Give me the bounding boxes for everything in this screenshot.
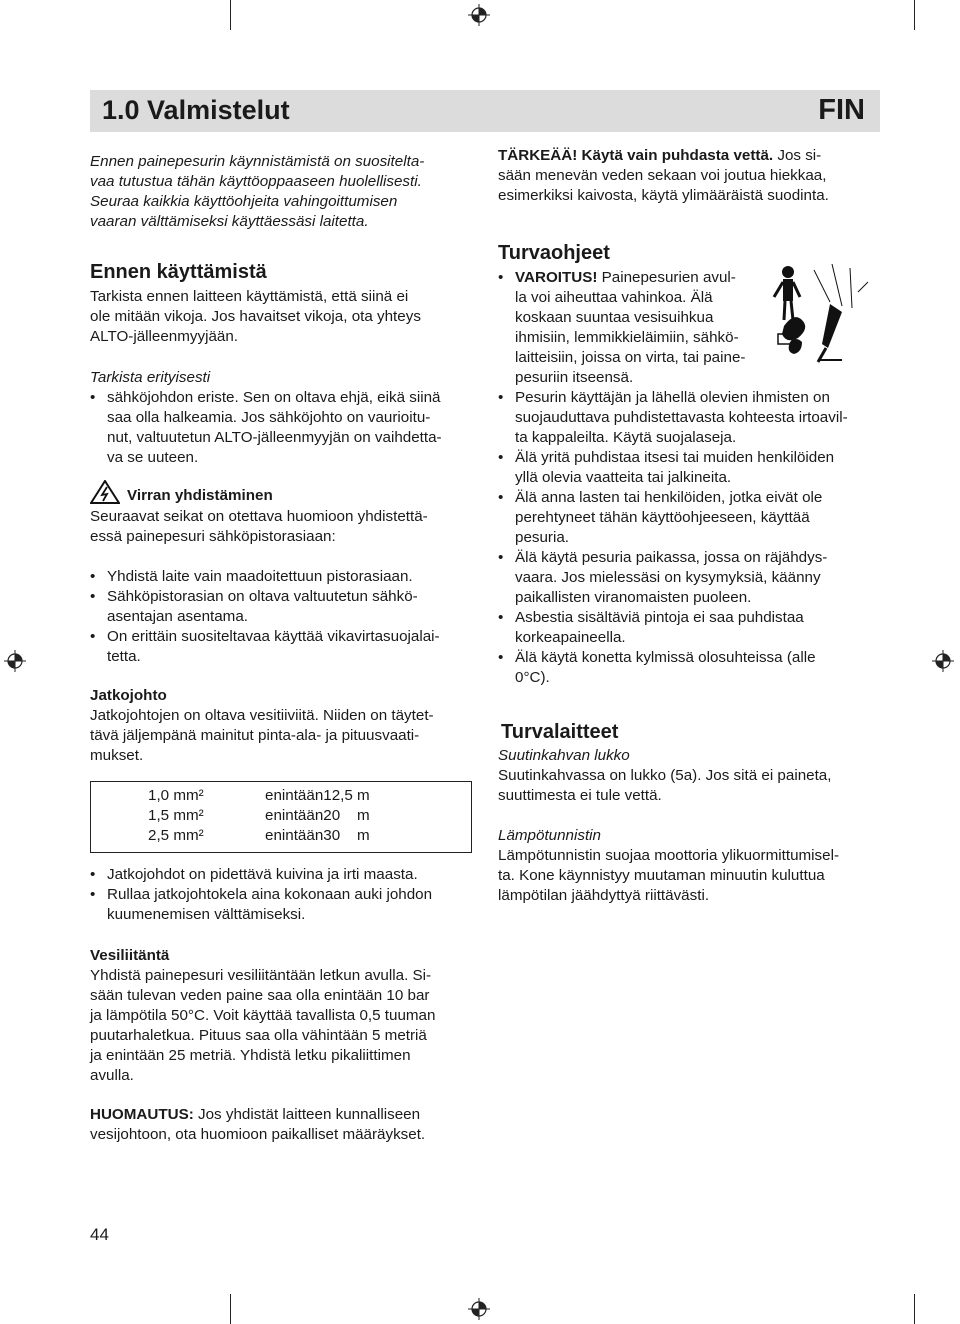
text-line: korkeapaineella. <box>515 629 626 646</box>
text-line: vaara. Jos mielessäsi on kysymyksiä, käänny <box>515 569 821 586</box>
crop-mark <box>914 0 915 30</box>
text-line: asentajan asentama. <box>107 608 249 625</box>
text-line: va se uuteen. <box>107 449 199 466</box>
table-cell: enintään30 m <box>265 827 370 844</box>
thermal-sensor-text <box>498 846 888 906</box>
list-item <box>90 865 490 885</box>
important-label: TÄRKEÄÄ! Käytä vain puhdasta vettä. <box>498 147 774 164</box>
text-line: ALTO-jälleenmyyjään. <box>90 328 239 345</box>
power-text <box>90 507 490 547</box>
text-line: vaa tutustua tähän käyttöoppaaseen huolellisesti. <box>90 173 422 190</box>
text-line: lämpötilan jäähdyttyä riittävästi. <box>498 887 710 904</box>
registration-mark-icon <box>468 4 490 26</box>
text-line: ta kappaleilta. Käytä suojalaseja. <box>515 429 737 446</box>
important-paragraph <box>498 146 888 206</box>
before-use-text <box>90 287 490 347</box>
text-line: esimerkiksi kaivosta, käytä ylimääräistä suodinta. <box>498 187 829 204</box>
table-cell: enintään12,5 m <box>265 787 370 804</box>
check-list <box>90 388 490 468</box>
table-row <box>148 787 370 807</box>
text-line: Lämpötunnistin suojaa moottoria ylikuormittumisel- <box>498 847 840 864</box>
text-line: • Rullaa jatkojohtokela aina kokonaan auki johdon <box>107 886 433 903</box>
text-line: nut, valtuutetun ALTO-jälleenmyyjän on vaihdetta- <box>107 429 442 446</box>
text-line: tävä jäljempänä mainitut pinta-ala- ja pituusvaati- <box>90 727 420 744</box>
before-use-heading: Ennen käyttämistä <box>90 261 267 283</box>
text-line: • Pesurin käyttäjän ja lähellä olevien ihmisten on <box>515 389 830 406</box>
text-line: Ennen painepesurin käynnistämistä on suositelta- <box>90 153 425 170</box>
text-line: 0°C). <box>515 669 550 686</box>
text-line: essä painepesuri sähköpistorasiaan: <box>90 528 336 545</box>
text-line: • Älä yritä puhdistaa itsesi tai muiden henkilöiden <box>515 449 835 466</box>
list-item <box>90 627 490 667</box>
text-line: • Jatkojohdot on pidettävä kuivina ja irti maasta. <box>107 866 418 883</box>
text-line: • Asbestia sisältäviä pintoja ei saa puhdistaa <box>515 609 804 626</box>
note-label: HUOMAUTUS: <box>90 1106 194 1123</box>
water-heading: Vesiliitäntä <box>90 947 170 964</box>
text-line: • Sähköpistorasian on oltava valtuutetun sähkö- <box>107 588 418 605</box>
extension-cable-table <box>90 781 472 853</box>
text-line: laitteisiin, joissa on virta, tai paine- <box>515 349 746 366</box>
text-line: • Älä käytä konetta kylmissä olosuhteissa (alle <box>515 649 816 666</box>
text-line: suojauduttava puhdistettavasta kohteesta irtoavil- <box>515 409 848 426</box>
nozzle-lock-text <box>498 766 888 806</box>
registration-mark-icon <box>4 650 26 672</box>
safety-devices-heading: Turvalaitteet <box>501 721 619 743</box>
text-line: Jos si- <box>773 147 822 164</box>
no-spray-warning-pictogram-icon <box>772 262 872 374</box>
text-line: • Älä käytä pesuria paikassa, jossa on räjähdys- <box>515 549 828 566</box>
text-line: ihmisiin, lemmikkieläimiin, sähkö- <box>515 329 739 346</box>
text-line: tetta. <box>107 648 141 665</box>
table-row <box>148 807 370 827</box>
text-line: avulla. <box>90 1067 134 1084</box>
table-cell: enintään20 m <box>265 807 370 824</box>
text-line: ja lämpötila 50°C. Voit käyttää tavallista 0,5 tuuman <box>90 1007 436 1024</box>
warning-label: VAROITUS! <box>515 269 598 286</box>
text-line: perehtyneet tähän käyttöohjeeseen, käyttää <box>515 509 810 526</box>
text-line: pesuriin itseensä. <box>515 369 634 386</box>
text-line: • sähköjohdon eriste. Sen on oltava ehjä, eikä siinä <box>107 389 441 406</box>
text-line: Seuraa kaikkia käyttöohjeita vahingoittumisen <box>90 193 398 210</box>
text-line: Yhdistä painepesuri vesiliitäntään letkun avulla. Si- <box>90 967 432 984</box>
extension-heading: Jatkojohto <box>90 687 167 704</box>
page-number: 44 <box>90 1225 109 1244</box>
list-item <box>498 488 888 548</box>
text-line: Seuraavat seikat on otettava huomioon yhdistettä- <box>90 508 428 525</box>
text-line: • Älä anna lasten tai henkilöiden, jotka eivät ole <box>515 489 823 506</box>
safety-heading: Turvaohjeet <box>498 242 610 264</box>
text-line: paikallisten viranomaisten puoleen. <box>515 589 752 606</box>
text-line: Tarkista ennen laitteen käyttämistä, että siinä ei <box>90 288 409 305</box>
text-line: Jos yhdistät laitteen kunnalliseen <box>193 1106 421 1123</box>
water-text <box>90 966 490 1086</box>
text-line: Jatkojohtojen on oltava vesitiiviitä. Niiden on täytet- <box>90 707 434 724</box>
section-title: 1.0 Valmistelut <box>102 95 290 125</box>
power-list <box>90 567 490 667</box>
text-line: puutarhaletkua. Pituus saa olla vähintään 5 metriä <box>90 1027 427 1044</box>
text-line: Painepesurien avul- <box>597 269 736 286</box>
text-line: sään tulevan veden paine saa olla enintään 10 bar <box>90 987 430 1004</box>
text-line: • Yhdistä laite vain maadoitettuun pistorasiaan. <box>107 568 413 585</box>
crop-mark <box>230 0 231 30</box>
table-row <box>148 827 370 847</box>
text-line: mukset. <box>90 747 144 764</box>
list-item <box>90 567 490 587</box>
table-cell: 1,0 mm² <box>148 787 204 804</box>
list-item <box>498 448 888 488</box>
text-line: suuttimesta ei tule vettä. <box>498 787 662 804</box>
list-item <box>498 648 888 688</box>
crop-mark <box>914 1294 915 1324</box>
crop-mark <box>230 1294 231 1324</box>
text-line: Suutinkahvassa on lukko (5a). Jos sitä ei paineta, <box>498 767 832 784</box>
nozzle-lock-heading: Suutinkahvan lukko <box>498 747 630 764</box>
list-item <box>498 608 888 648</box>
text-line: ta. Kone käynnistyy muutaman minuutin kuluttua <box>498 867 825 884</box>
registration-mark-icon <box>468 1298 490 1320</box>
list-item <box>90 587 490 627</box>
note-paragraph <box>90 1105 490 1145</box>
thermal-sensor-heading: Lämpötunnistin <box>498 827 602 844</box>
safety-list <box>498 388 888 688</box>
list-item <box>498 388 888 448</box>
text-line: yllä olevia vaatteita tai jalkineita. <box>515 469 732 486</box>
text-line: ja enintään 25 metriä. Yhdistä letku pikaliittimen <box>90 1047 411 1064</box>
text-line: koskaan suuntaa vesisuihkua <box>515 309 714 326</box>
extension-list <box>90 865 490 925</box>
text-line: sään menevän veden sekaan voi joutua hiekkaa, <box>498 167 827 184</box>
text-line: vesijohtoon, ota huomioon paikalliset määräykset. <box>90 1126 426 1143</box>
text-line: saa olla halkeamia. Jos sähköjohto on vaurioitu- <box>107 409 431 426</box>
list-item <box>498 548 888 608</box>
warning-item <box>498 268 778 388</box>
power-heading: Virran yhdistäminen <box>127 487 273 504</box>
text-line: pesuria. <box>515 529 570 546</box>
text-line: ole mitään vikoja. Jos havaitset vikoja, ota yhteys <box>90 308 421 325</box>
table-cell: 2,5 mm² <box>148 827 204 844</box>
list-item <box>498 268 778 388</box>
extension-text <box>90 706 490 766</box>
language-code: FIN <box>818 94 865 126</box>
registration-mark-icon <box>932 650 954 672</box>
list-item <box>90 885 490 925</box>
text-line: la voi aiheuttaa vahinkoa. Älä <box>515 289 713 306</box>
text-line: • On erittäin suositeltavaa käyttää vikavirtasuojalai- <box>107 628 440 645</box>
check-heading: Tarkista erityisesti <box>90 369 211 386</box>
text-line: kuumenemisen välttämiseksi. <box>107 906 306 923</box>
intro-paragraph <box>90 152 490 232</box>
list-item <box>90 388 490 468</box>
electrical-warning-icon <box>90 480 120 504</box>
table-cell: 1,5 mm² <box>148 807 204 824</box>
text-line: vaaran välttämiseksi käyttäessäsi laitetta. <box>90 213 369 230</box>
